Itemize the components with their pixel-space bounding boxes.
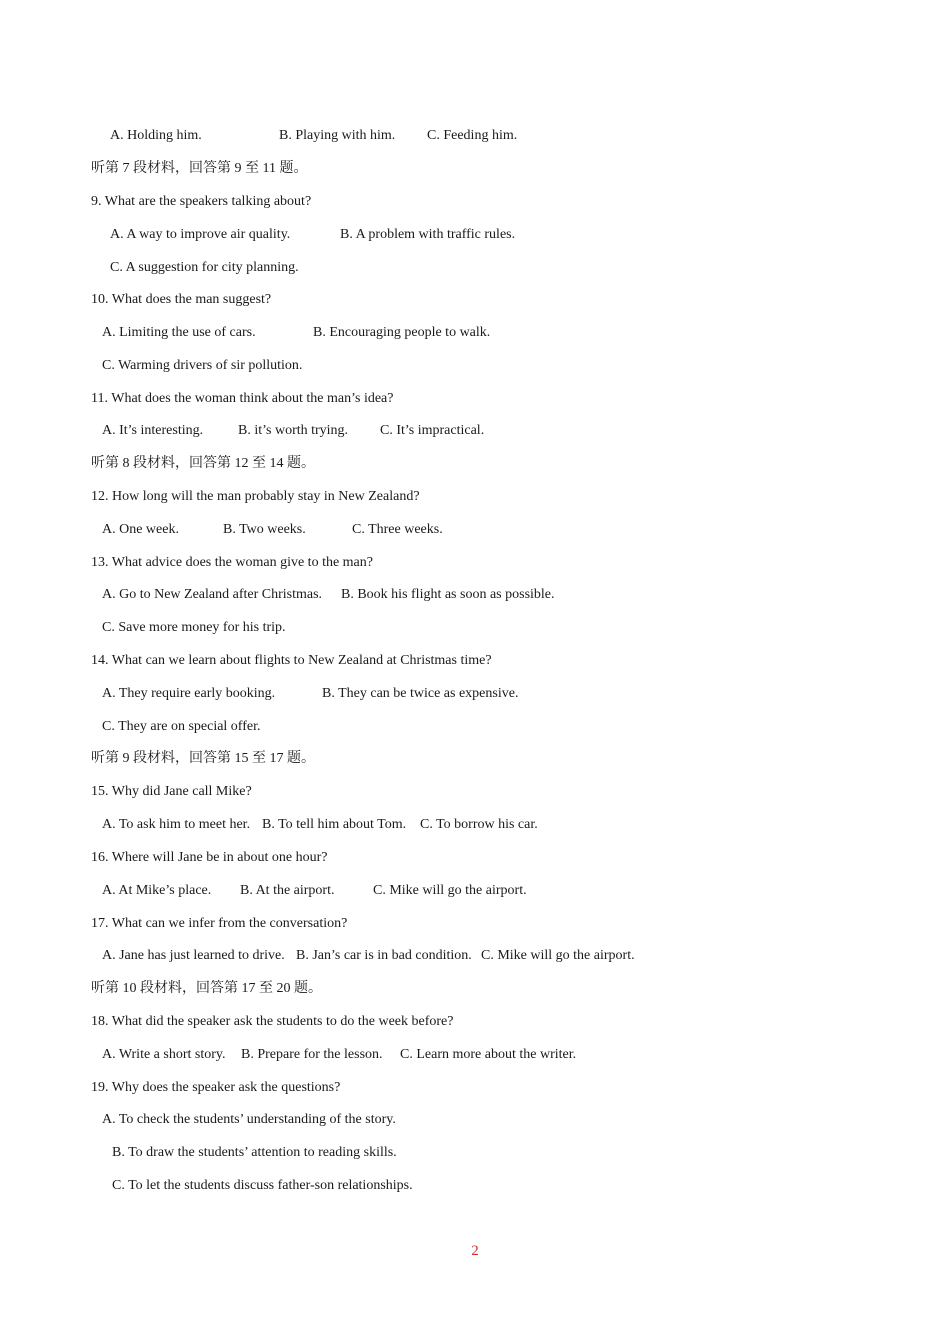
q19-option-a: A. To check the students’ understanding of the story. [102, 1112, 396, 1127]
section-7-heading: 听第 7 段材料，回答第 9 至 11 题。 [91, 161, 308, 176]
q12-option-a: A. One week. [102, 522, 179, 537]
q14-stem: 14. What can we learn about flights to New Zealand at Christmas time? [91, 653, 492, 668]
q16-option-c: C. Mike will go the airport. [373, 883, 527, 898]
q16-stem: 16. Where will Jane be in about one hour? [91, 850, 328, 865]
section-8-heading: 听第 8 段材料，回答第 12 至 14 题。 [91, 456, 315, 471]
q9-option-c: C. A suggestion for city planning. [110, 260, 299, 275]
q19-option-b: B. To draw the students’ attention to reading skills. [112, 1145, 397, 1160]
q17-option-a: A. Jane has just learned to drive. [102, 948, 285, 963]
q11-stem: 11. What does the woman think about the man’s idea? [91, 391, 394, 406]
q12-option-b: B. Two weeks. [223, 522, 306, 537]
q19-stem: 19. Why does the speaker ask the questions? [91, 1080, 341, 1095]
q9-option-b: B. A problem with traffic rules. [340, 227, 516, 242]
q15-stem: 15. Why did Jane call Mike? [91, 784, 252, 799]
q13-option-c: C. Save more money for his trip. [102, 620, 286, 635]
q14-option-c: C. They are on special offer. [102, 719, 261, 734]
q11-option-c: C. It’s impractical. [380, 423, 485, 438]
q13-option-a: A. Go to New Zealand after Christmas. [102, 587, 323, 602]
q8-option-b: B. Playing with him. [279, 128, 396, 143]
q15-option-c: C. To borrow his car. [420, 817, 538, 832]
q15-option-a: A. To ask him to meet her. [102, 817, 251, 832]
q11-option-b: B. it’s worth trying. [238, 423, 349, 438]
q18-option-c: C. Learn more about the writer. [400, 1047, 577, 1062]
q19-option-c: C. To let the students discuss father-son relationships. [112, 1178, 413, 1193]
q14-option-b: B. They can be twice as expensive. [322, 686, 519, 701]
q8-option-c: C. Feeding him. [427, 128, 518, 143]
q12-stem: 12. How long will the man probably stay in New Zealand? [91, 489, 420, 504]
q13-stem: 13. What advice does the woman give to the man? [91, 555, 373, 570]
section-10-heading: 听第 10 段材料，回答第 17 至 20 题。 [91, 981, 322, 996]
q11-option-a: A. It’s interesting. [102, 423, 204, 438]
q18-option-a: A. Write a short story. [102, 1047, 226, 1062]
section-9-heading: 听第 9 段材料，回答第 15 至 17 题。 [91, 751, 315, 766]
q13-option-b: B. Book his flight as soon as possible. [341, 587, 555, 602]
q16-option-a: A. At Mike’s place. [102, 883, 212, 898]
q15-option-b: B. To tell him about Tom. [262, 817, 407, 832]
q12-option-c: C. Three weeks. [352, 522, 443, 537]
q9-option-a: A. A way to improve air quality. [110, 227, 291, 242]
q10-option-c: C. Warming drivers of sir pollution. [102, 358, 303, 373]
q17-option-b: B. Jan’s car is in bad condition. [296, 948, 472, 963]
q10-option-a: A. Limiting the use of cars. [102, 325, 256, 340]
q18-option-b: B. Prepare for the lesson. [241, 1047, 383, 1062]
q10-stem: 10. What does the man suggest? [91, 292, 272, 307]
q18-stem: 18. What did the speaker ask the students to do the week before? [91, 1014, 454, 1029]
q8-option-a: A. Holding him. [110, 128, 202, 143]
q17-option-c: C. Mike will go the airport. [481, 948, 635, 963]
q14-option-a: A. They require early booking. [102, 686, 276, 701]
q17-stem: 17. What can we infer from the conversation? [91, 916, 348, 931]
q16-option-b: B. At the airport. [240, 883, 335, 898]
page-number: 2 [471, 1243, 479, 1259]
q10-option-b: B. Encouraging people to walk. [313, 325, 491, 340]
q9-stem: 9. What are the speakers talking about? [91, 194, 312, 209]
